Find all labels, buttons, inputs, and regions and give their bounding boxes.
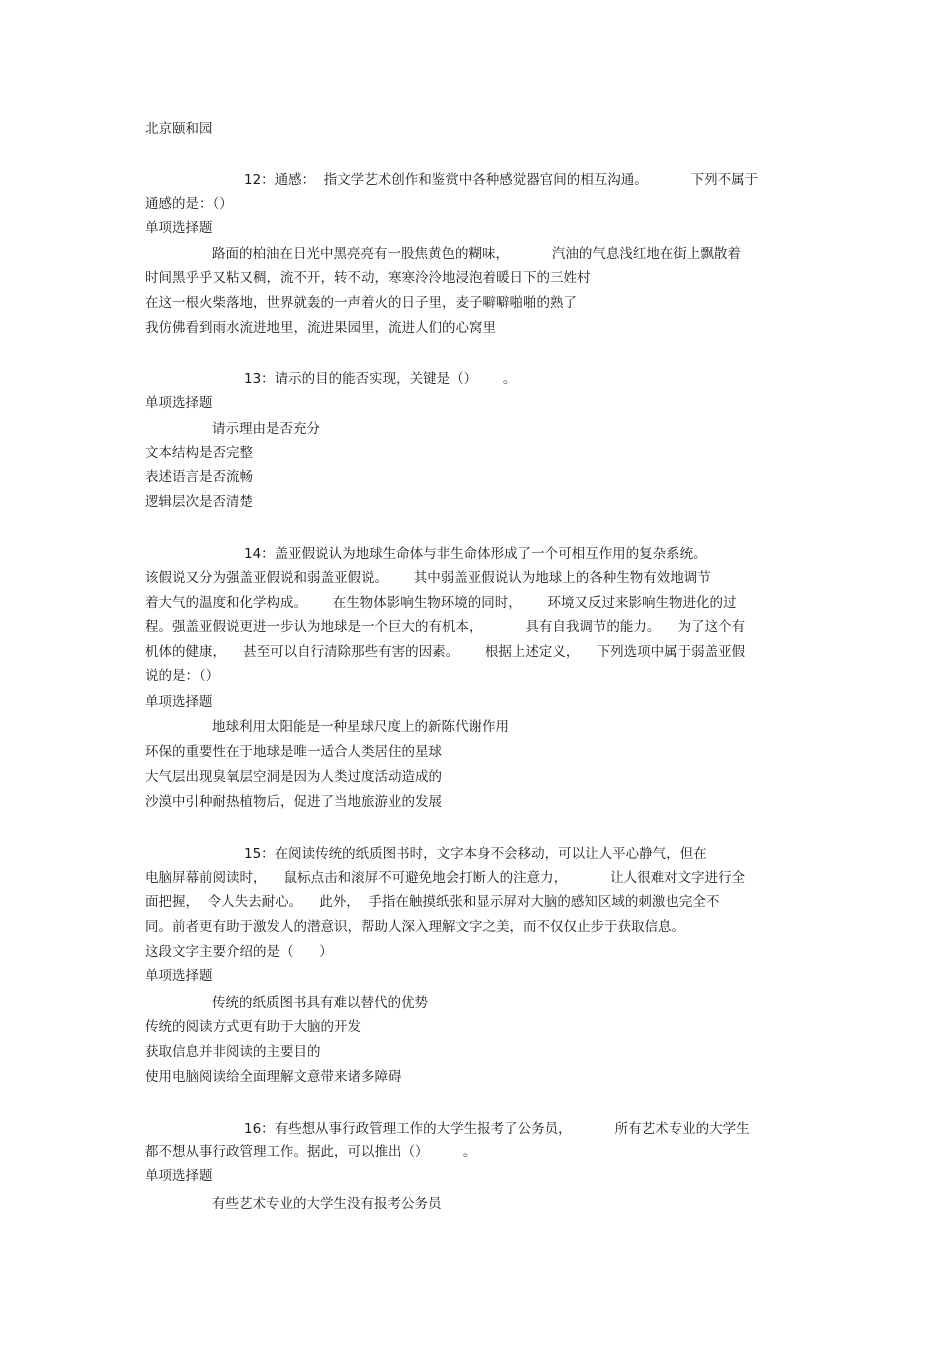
question-16-type: 单项选择题 bbox=[145, 1168, 213, 1184]
question-15-stem-line: 15：在阅读传统的纸质图书时，文字本身不会移动，可以让人平心静气，但在 bbox=[244, 846, 707, 862]
question-13-option-a: 请示理由是否充分 bbox=[212, 421, 320, 437]
question-14-type: 单项选择题 bbox=[145, 694, 213, 710]
question-12-option-d: 我仿佛看到雨水流进地里，流进果园里，流进人们的心窝里 bbox=[145, 320, 496, 336]
question-16-stem-line: 都不想从事行政管理工作。据此，可以推出（） 。 bbox=[145, 1144, 477, 1160]
question-13-stem-line: 13：请示的目的能否实现，关键是（） 。 bbox=[244, 371, 517, 387]
question-12-option-c: 在这一根火柴落地，世界就轰的一声着火的日子里，麦子噼噼啪啪的熟了 bbox=[145, 295, 577, 311]
question-16-option-a: 有些艺术专业的大学生没有报考公务员 bbox=[212, 1196, 442, 1212]
question-14-stem-line: 该假说又分为强盖亚假说和弱盖亚假说。 其中弱盖亚假说认为地球上的各种生物有效地调节 bbox=[145, 570, 711, 586]
question-14-option-c: 大气层出现臭氧层空洞是因为人类过度活动造成的 bbox=[145, 769, 442, 785]
question-14-stem-line: 程。强盖亚假说更进一步认为地球是一个巨大的有机本， 具有自我调节的能力。 为了这个有 bbox=[145, 619, 746, 635]
question-14-stem-line: 说的是：（） bbox=[145, 668, 220, 684]
question-14-stem-line: 着大气的温度和化学构成。 在生物体影响生物环境的同时， 环境又反过来影响生物进化的过 bbox=[145, 595, 737, 611]
question-14-stem-line: 机体的健康， 甚至可以自行清除那些有害的因素。 根据上述定义， 下列选项中属于弱盖亚假 bbox=[145, 644, 746, 660]
question-13-option-d: 逻辑层次是否清楚 bbox=[145, 494, 253, 510]
question-14-option-a: 地球利用太阳能是一种星球尺度上的新陈代谢作用 bbox=[212, 719, 509, 735]
question-12-option-a: 路面的柏油在日光中黑亮亮有一股焦黄色的糊味， 汽油的气息浅红地在街上飘散着 bbox=[212, 246, 741, 262]
question-16-stem-line: 16：有些想从事行政管理工作的大学生报考了公务员， 所有艺术专业的大学生 bbox=[244, 1121, 750, 1137]
question-15-option-c: 获取信息并非阅读的主要目的 bbox=[145, 1044, 321, 1060]
question-15-stem-line: 这段文字主要介绍的是（ ） bbox=[145, 944, 333, 960]
question-15-option-d: 使用电脑阅读给全面理解文意带来诸多障碍 bbox=[145, 1069, 402, 1085]
question-15-stem-line: 电脑屏幕前阅读时， 鼠标点击和滚屏不可避免地会打断人的注意力， 让人很难对文字进行全 bbox=[145, 870, 746, 886]
question-12-stem-line: 12：通感： 指文学艺术创作和鉴赏中各种感觉器官间的相互沟通。 下列不属于 bbox=[244, 172, 759, 188]
question-13-type: 单项选择题 bbox=[145, 395, 213, 411]
question-15-type: 单项选择题 bbox=[145, 968, 213, 984]
question-15-stem-line: 同。前者更有助于激发人的潜意识，帮助人深入理解文字之美，而不仅仅止步于获取信息。 bbox=[145, 919, 685, 935]
question-14-stem-line: 14：盖亚假说认为地球生命体与非生命体形成了一个可相互作用的复杂系统。 bbox=[244, 546, 707, 562]
question-12-stem-line: 通感的是：（） bbox=[145, 196, 233, 212]
question-15-option-a: 传统的纸质图书具有难以替代的优势 bbox=[212, 995, 428, 1011]
question-12-type: 单项选择题 bbox=[145, 220, 213, 236]
question-14-option-d: 沙漠中引种耐热植物后，促进了当地旅游业的发展 bbox=[145, 794, 442, 810]
previous-option-text: 北京颐和园 bbox=[145, 121, 213, 137]
question-14-option-b: 环保的重要性在于地球是唯一适合人类居住的星球 bbox=[145, 744, 442, 760]
question-13-option-c: 表述语言是否流畅 bbox=[145, 469, 253, 485]
question-15-option-b: 传统的阅读方式更有助于大脑的开发 bbox=[145, 1019, 361, 1035]
question-12-option-b: 时间黑乎乎又粘又稠，流不开，转不动，寒寒泠泠地浸泡着暖日下的三姓村 bbox=[145, 270, 591, 286]
question-15-stem-line: 面把握， 令人失去耐心。 此外， 手指在触摸纸张和显示屏对大脑的感知区域的刺激也完全不 bbox=[145, 894, 720, 910]
question-13-option-b: 文本结构是否完整 bbox=[145, 445, 253, 461]
